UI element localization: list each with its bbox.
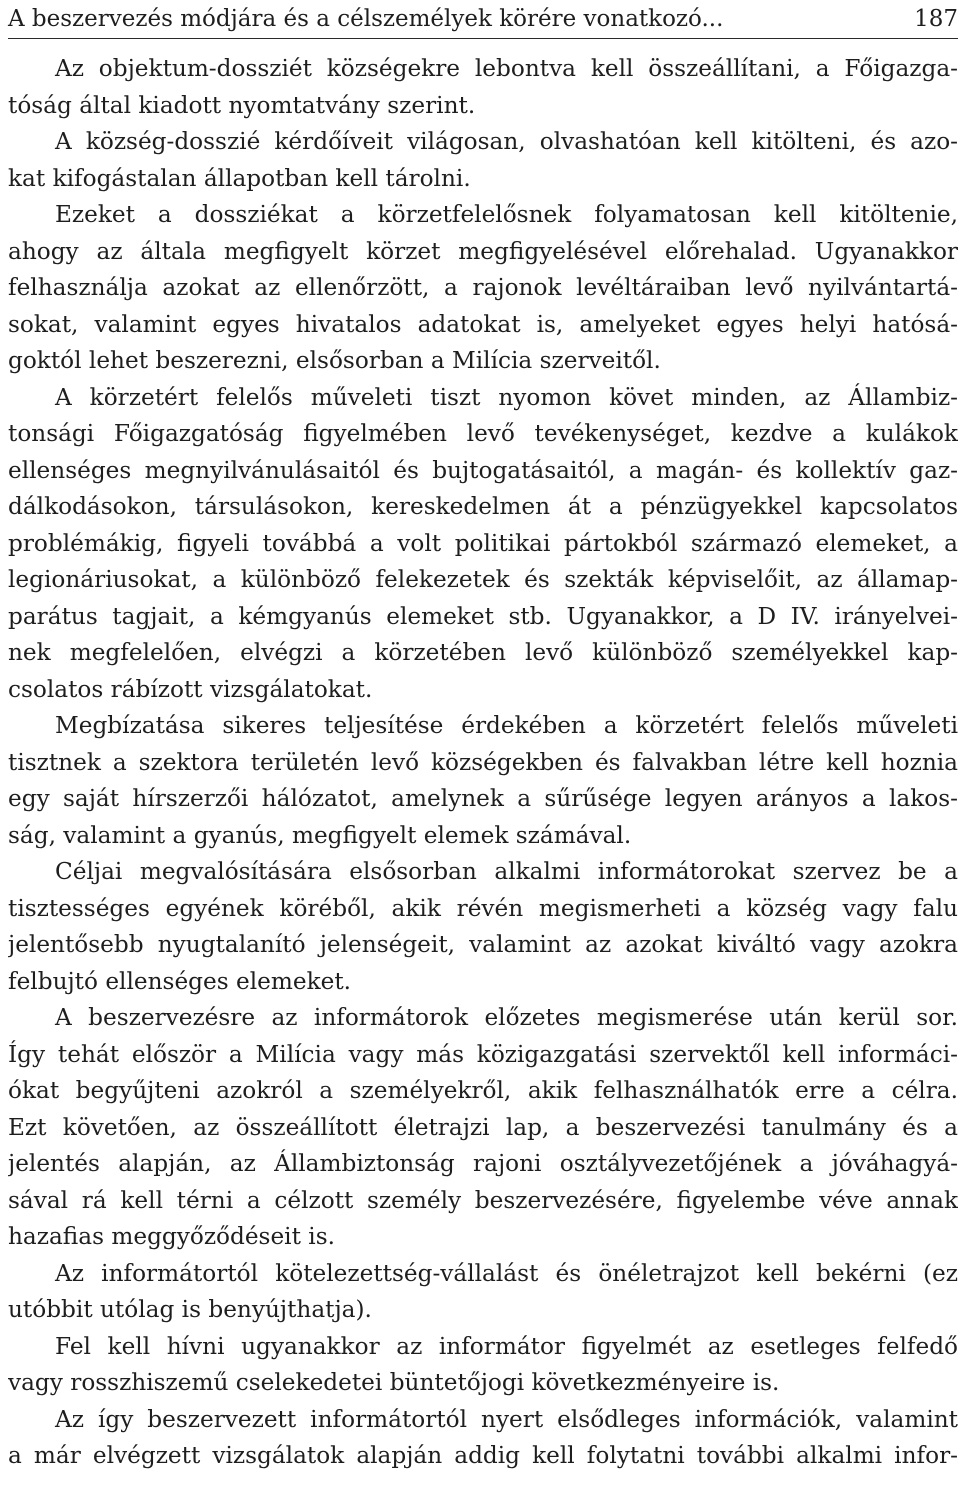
text-line: kat kifogástalan állapotban kell tárolni. [8,164,471,192]
text-line: Az így beszervezett informátortól nyert elsődleges információk, valamint [55,1405,958,1433]
page-number: 187 [914,6,958,32]
body-text [8,51,958,1475]
text-line: ókat begyűjteni azokról a személyekről, akik felhasználhatók erre a célra. [8,1077,958,1104]
text-line: Ezeket a dossziékat a körzetfelelősnek folyamatosan kell kitöltenie, [55,201,958,228]
text-line: utóbbit utólag is benyújthatja). [8,1296,372,1323]
text-line: ellenséges megnyilvánulásaitól és bujtogatásaitól, a magán- és kollektív gaz- [8,456,958,484]
text-line: parátus tagjait, a kémgyanús elemeket stb. Ugyanakkor, a D IV. irányelvei- [8,602,958,630]
text-line: jelentősebb nyugtalanító jelenségeit, valamint az azokat kiváltó vagy azokra [8,931,958,958]
text-line: problémákig, figyeli továbbá a volt politikai pártokból származó elemeket, a [8,529,958,557]
text-line: Ezt követően, az összeállított életrajzi lap, a beszervezési tanulmány és a [8,1113,958,1141]
text-line: jelentés alapján, az Állambiztonság rajoni osztályvezetőjének a jóváhagyá- [8,1150,958,1177]
text-line: nek megfelelően, elvégzi a körzetében levő különböző személyekkel kap- [8,639,958,666]
text-line: A község-dosszié kérdőíveit világosan, olvashatóan kell kitölteni, és azo- [55,128,958,155]
text-line: Az informátortól kötelezettség-vállalást és önéletrajzot kell bekérni (ez [55,1259,958,1287]
running-title: A beszervezés módjára és a célszemélyek körére vonatkozó... [8,6,724,32]
text-line: egy saját hírszerzői hálózatot, amelynek a sűrűsége legyen arányos a lakos- [8,785,958,812]
text-line: csolatos rábízott vizsgálatokat. [8,675,373,703]
text-line: Így tehát először a Milícia vagy más közigazgatási szervektől kell informáci- [8,1040,958,1068]
text-line: A körzetért felelős műveleti tiszt nyomon követ minden, az Állambiz- [55,383,958,411]
text-line: tóság által kiadott nyomtatvány szerint. [8,91,476,119]
text-line: dálkodásokon, társulásokon, kereskedelmen át a pénzügyekkel kapcsolatos [8,493,958,520]
text-line: vagy rosszhiszemű cselekedetei büntetőjogi következményeire is. [8,1369,780,1396]
text-line: A beszervezésre az informátorok előzetes megismerése után kerül sor. [55,1004,958,1031]
text-line: Céljai megvalósítására elsősorban alkalmi informátorokat szervez be a [55,858,958,885]
text-line: sokat, valamint egyes hivatalos adatokat is, amelyeket egyes helyi hatósá- [8,310,958,338]
text-line: goktól lehet beszerezni, elsősorban a Milícia szerveitől. [8,347,661,374]
text-line: ahogy az általa megfigyelt körzet megfigyelésével előrehalad. Ugyanakkor [8,237,958,265]
text-line: legionáriusokat, a különböző felekezetek és szekták képviselőit, az államap- [8,566,958,593]
running-header [8,2,958,39]
text-line: tisztnek a szektora területén levő községekben és falvakban létre kell hoznia [8,748,958,776]
text-line: felbujtó ellenséges elemeket. [8,967,352,995]
text-line: sával rá kell térni a célzott személy beszervezésére, figyelembe véve annak [8,1186,958,1214]
text-line: tisztességes egyének köréből, akik révén megismerheti a község vagy falu [8,894,958,922]
text-line: hazafias meggyőződéseit is. [8,1223,335,1250]
text-line: Megbízatása sikeres teljesítése érdekében a körzetért felelős műveleti [55,712,958,739]
text-line: ság, valamint a gyanús, megfigyelt elemek számával. [8,821,632,849]
text-line: Fel kell hívni ugyanakkor az informátor figyelmét az esetleges felfedő [55,1332,958,1360]
text-line: Az objektum-dossziét községekre lebontva kell összeállítani, a Főigazga- [55,55,958,82]
text-line: tonsági Főigazgatóság figyelmében levő tevékenységet, kezdve a kulákok [8,420,958,447]
text-line: felhasználja azokat az ellenőrzött, a rajonok levéltáraiban levő nyilvántartá- [8,274,958,301]
text-line: a már elvégzett vizsgálatok alapján addig kell folytatni további alkalmi infor- [8,1442,958,1469]
